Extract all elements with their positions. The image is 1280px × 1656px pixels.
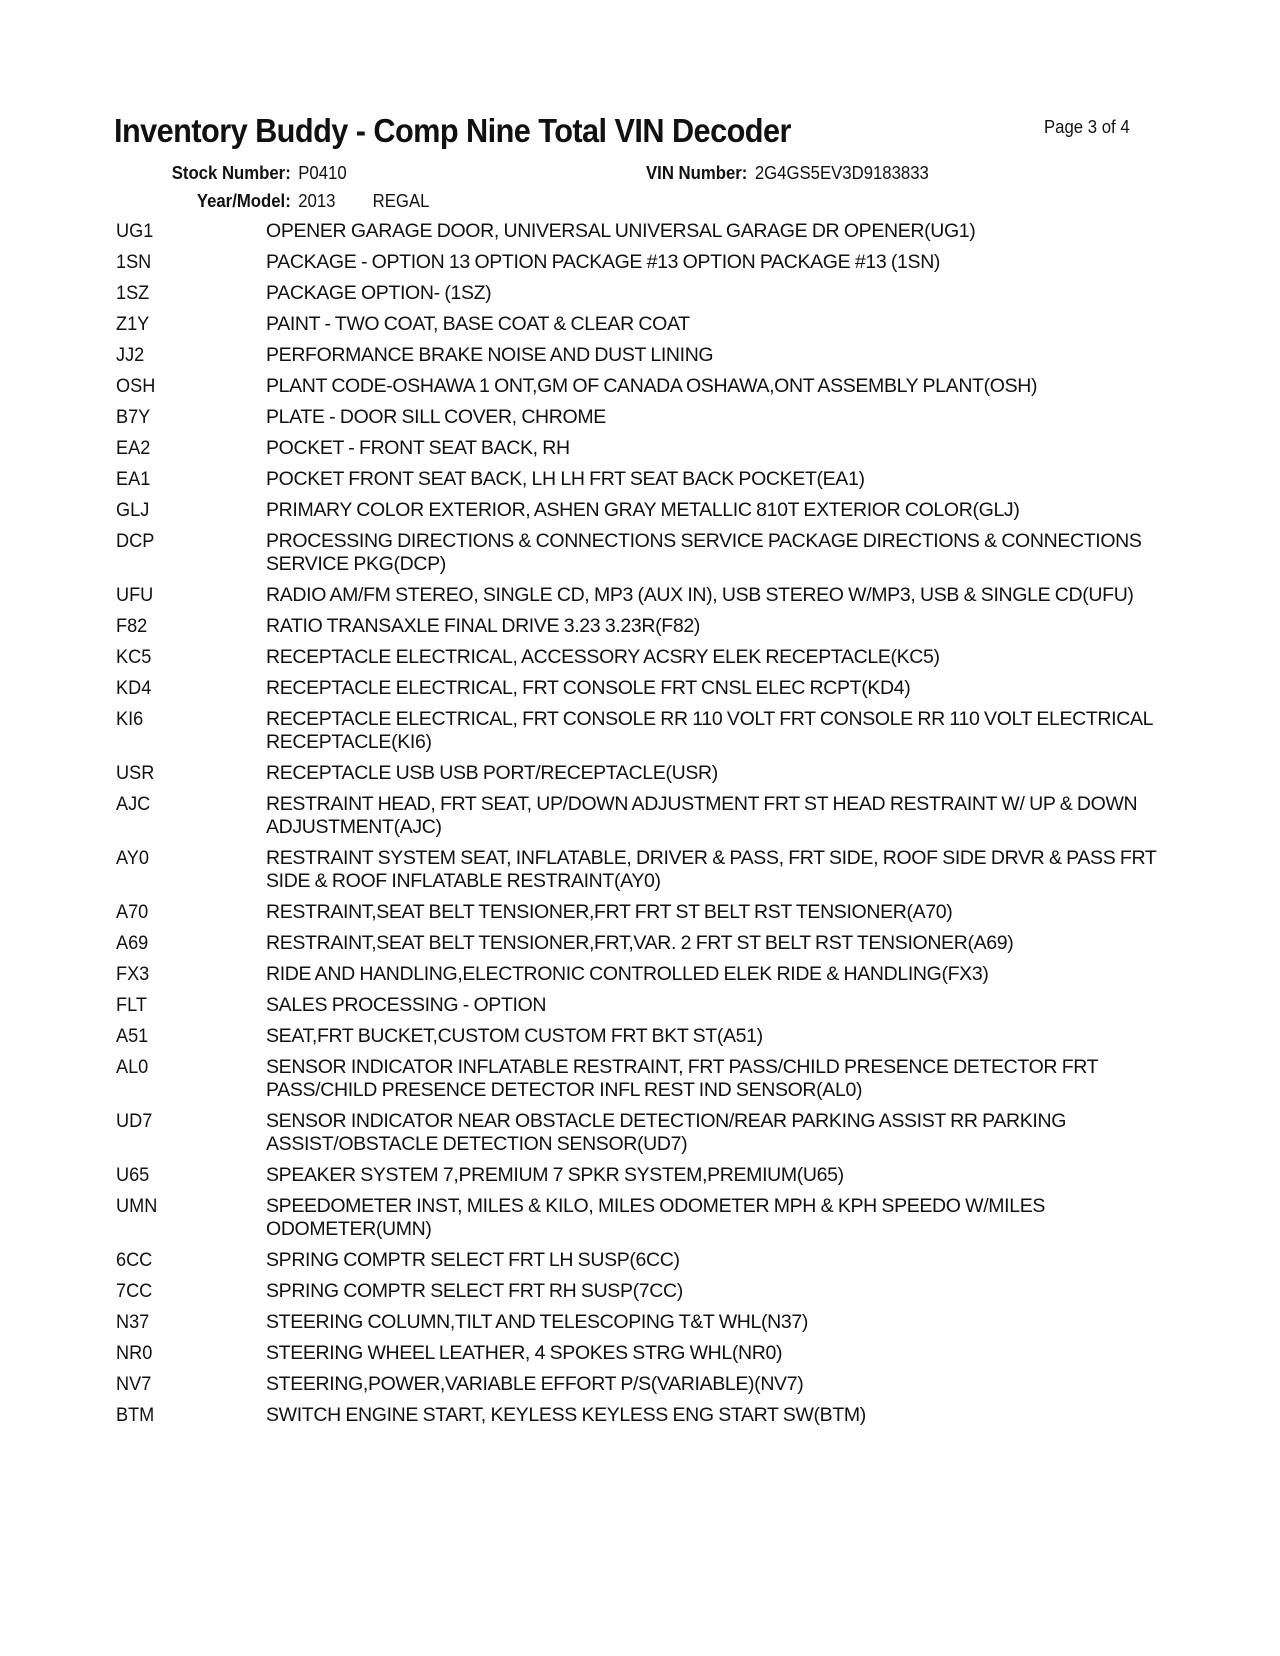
option-code: 6CC <box>116 1249 153 1271</box>
option-description: SPRING COMPTR SELECT FRT RH SUSP(7CC) <box>266 1280 683 1302</box>
option-row <box>116 405 1176 436</box>
option-description: STEERING COLUMN,TILT AND TELESCOPING T&T WHL(N37) <box>266 1311 808 1333</box>
option-code-list <box>116 219 1176 1434</box>
option-row <box>116 1372 1176 1403</box>
option-code: A69 <box>116 932 149 954</box>
option-row <box>116 846 1176 900</box>
option-code: A51 <box>116 1025 149 1047</box>
option-row <box>116 792 1176 846</box>
option-code: EA2 <box>116 437 151 459</box>
option-description: PROCESSING DIRECTIONS & CONNECTIONS SERVICE PACKAGE DIRECTIONS & CONNECTIONS SERVICE PKG(DCP) <box>266 530 1142 575</box>
option-code: GLJ <box>116 499 150 521</box>
option-code: 1SN <box>116 251 152 273</box>
year-value: 2013 <box>298 191 336 211</box>
stock-number-field <box>155 163 347 184</box>
option-description: POCKET - FRONT SEAT BACK, RH <box>266 437 570 459</box>
option-row <box>116 529 1176 583</box>
stock-number-value: P0410 <box>298 163 347 183</box>
option-code: FX3 <box>116 963 150 985</box>
option-code: UD7 <box>116 1110 153 1132</box>
option-description: RECEPTACLE ELECTRICAL, FRT CONSOLE RR 110 VOLT FRT CONSOLE RR 110 VOLT ELECTRICAL RECEPTACLE(KI6) <box>266 708 1153 753</box>
option-row <box>116 374 1176 405</box>
option-row <box>116 645 1176 676</box>
option-row <box>116 467 1176 498</box>
option-row <box>116 962 1176 993</box>
option-row <box>116 993 1176 1024</box>
option-description: SPRING COMPTR SELECT FRT LH SUSP(6CC) <box>266 1249 680 1271</box>
option-description: SENSOR INDICATOR NEAR OBSTACLE DETECTION/REAR PARKING ASSIST RR PARKING ASSIST/OBSTACLE DETECTION SENSOR(UD7) <box>266 1110 1067 1155</box>
option-row <box>116 219 1176 250</box>
option-description: SEAT,FRT BUCKET,CUSTOM CUSTOM FRT BKT ST(A51) <box>266 1025 763 1047</box>
option-row <box>116 1310 1176 1341</box>
option-code: U65 <box>116 1164 150 1186</box>
option-code: UG1 <box>116 220 154 242</box>
option-code: OSH <box>116 375 156 397</box>
option-description: STEERING,POWER,VARIABLE EFFORT P/S(VARIABLE)(NV7) <box>266 1373 804 1395</box>
option-row <box>116 250 1176 281</box>
option-description: PLANT CODE-OSHAWA 1 ONT,GM OF CANADA OSHAWA,ONT ASSEMBLY PLANT(OSH) <box>266 375 1038 397</box>
vin-number-field <box>646 163 929 184</box>
option-description: RATIO TRANSAXLE FINAL DRIVE 3.23 3.23R(F82) <box>266 615 700 637</box>
option-row <box>116 498 1176 529</box>
option-code: F82 <box>116 615 148 637</box>
option-code: B7Y <box>116 406 151 428</box>
option-description: RECEPTACLE USB USB PORT/RECEPTACLE(USR) <box>266 762 718 784</box>
option-code: BTM <box>116 1404 155 1426</box>
option-description: SWITCH ENGINE START, KEYLESS KEYLESS ENG START SW(BTM) <box>266 1404 866 1426</box>
year-model-label: Year/Model: <box>196 191 291 211</box>
option-code: KI6 <box>116 708 144 730</box>
option-description: RECEPTACLE ELECTRICAL, FRT CONSOLE FRT CNSL ELEC RCPT(KD4) <box>266 677 911 699</box>
option-row <box>116 343 1176 374</box>
option-code: 7CC <box>116 1280 153 1302</box>
option-code: AY0 <box>116 847 149 869</box>
option-code: NR0 <box>116 1342 153 1364</box>
option-description: PACKAGE - OPTION 13 OPTION PACKAGE #13 OPTION PACKAGE #13 (1SN) <box>266 251 941 273</box>
page-number: Page 3 of 4 <box>1044 117 1130 137</box>
option-row <box>116 676 1176 707</box>
model-value: REGAL <box>372 191 430 211</box>
option-row <box>116 1024 1176 1055</box>
option-code: KD4 <box>116 677 152 699</box>
option-row <box>116 1279 1176 1310</box>
option-description: RESTRAINT,SEAT BELT TENSIONER,FRT FRT ST BELT RST TENSIONER(A70) <box>266 901 953 923</box>
option-code: 1SZ <box>116 282 150 304</box>
option-description: RESTRAINT,SEAT BELT TENSIONER,FRT,VAR. 2 FRT ST BELT RST TENSIONER(A69) <box>266 932 1014 954</box>
option-row <box>116 1109 1176 1163</box>
option-code: AL0 <box>116 1056 149 1078</box>
option-description: PERFORMANCE BRAKE NOISE AND DUST LINING <box>266 344 714 366</box>
option-description: RESTRAINT SYSTEM SEAT, INFLATABLE, DRIVER & PASS, FRT SIDE, ROOF SIDE DRVR & PASS FRT SIDE & ROOF INFLATABLE RESTRAINT(AY0) <box>266 847 1157 892</box>
vin-number-label: VIN Number: <box>646 163 748 183</box>
option-description: SPEAKER SYSTEM 7,PREMIUM 7 SPKR SYSTEM,PREMIUM(U65) <box>266 1164 844 1186</box>
option-row <box>116 900 1176 931</box>
option-row <box>116 281 1176 312</box>
option-code: A70 <box>116 901 149 923</box>
option-row <box>116 1194 1176 1248</box>
option-row <box>116 1341 1176 1372</box>
stock-number-label: Stock Number: <box>171 163 291 183</box>
option-row <box>116 707 1176 761</box>
page-title: Inventory Buddy - Comp Nine Total VIN Decoder <box>114 112 791 149</box>
option-row <box>116 1403 1176 1434</box>
option-code: AJC <box>116 793 151 815</box>
option-description: STEERING WHEEL LEATHER, 4 SPOKES STRG WHL(NR0) <box>266 1342 783 1364</box>
option-row <box>116 436 1176 467</box>
option-description: PAINT - TWO COAT, BASE COAT & CLEAR COAT <box>266 313 690 335</box>
option-description: SPEEDOMETER INST, MILES & KILO, MILES ODOMETER MPH & KPH SPEEDO W/MILES ODOMETER(UMN) <box>266 1195 1046 1240</box>
option-row <box>116 312 1176 343</box>
option-description: SALES PROCESSING - OPTION <box>266 994 547 1016</box>
option-row <box>116 1163 1176 1194</box>
option-description: PACKAGE OPTION- (1SZ) <box>266 282 492 304</box>
option-row <box>116 1248 1176 1279</box>
option-code: Z1Y <box>116 313 150 335</box>
option-code: USR <box>116 762 155 784</box>
option-description: RESTRAINT HEAD, FRT SEAT, UP/DOWN ADJUSTMENT FRT ST HEAD RESTRAINT W/ UP & DOWN ADJUSTMENT(AJC) <box>266 793 1138 838</box>
option-description: POCKET FRONT SEAT BACK, LH LH FRT SEAT BACK POCKET(EA1) <box>266 468 865 490</box>
option-code: KC5 <box>116 646 152 668</box>
option-code: DCP <box>116 530 155 552</box>
option-description: SENSOR INDICATOR INFLATABLE RESTRAINT, FRT PASS/CHILD PRESENCE DETECTOR FRT PASS/CHILD PRESENCE DETECTOR INFL REST IND SENSOR(AL0) <box>266 1056 1098 1101</box>
option-description: RADIO AM/FM STEREO, SINGLE CD, MP3 (AUX IN), USB STEREO W/MP3, USB & SINGLE CD(UFU) <box>266 584 1134 606</box>
option-code: UFU <box>116 584 154 606</box>
option-row <box>116 614 1176 645</box>
option-code: JJ2 <box>116 344 145 366</box>
option-row <box>116 1055 1176 1109</box>
option-code: UMN <box>116 1195 158 1217</box>
option-row <box>116 931 1176 962</box>
option-code: FLT <box>116 994 147 1016</box>
option-code: NV7 <box>116 1373 152 1395</box>
option-row <box>116 761 1176 792</box>
option-code: N37 <box>116 1311 150 1333</box>
option-row <box>116 583 1176 614</box>
year-model-field <box>155 191 429 212</box>
option-description: PLATE - DOOR SILL COVER, CHROME <box>266 406 606 428</box>
option-code: EA1 <box>116 468 151 490</box>
option-description: RIDE AND HANDLING,ELECTRONIC CONTROLLED ELEK RIDE & HANDLING(FX3) <box>266 963 989 985</box>
option-description: RECEPTACLE ELECTRICAL, ACCESSORY ACSRY ELEK RECEPTACLE(KC5) <box>266 646 940 668</box>
option-description: PRIMARY COLOR EXTERIOR, ASHEN GRAY METALLIC 810T EXTERIOR COLOR(GLJ) <box>266 499 1020 521</box>
vin-number-value: 2G4GS5EV3D9183833 <box>754 163 929 183</box>
option-description: OPENER GARAGE DOOR, UNIVERSAL UNIVERSAL GARAGE DR OPENER(UG1) <box>266 220 976 242</box>
